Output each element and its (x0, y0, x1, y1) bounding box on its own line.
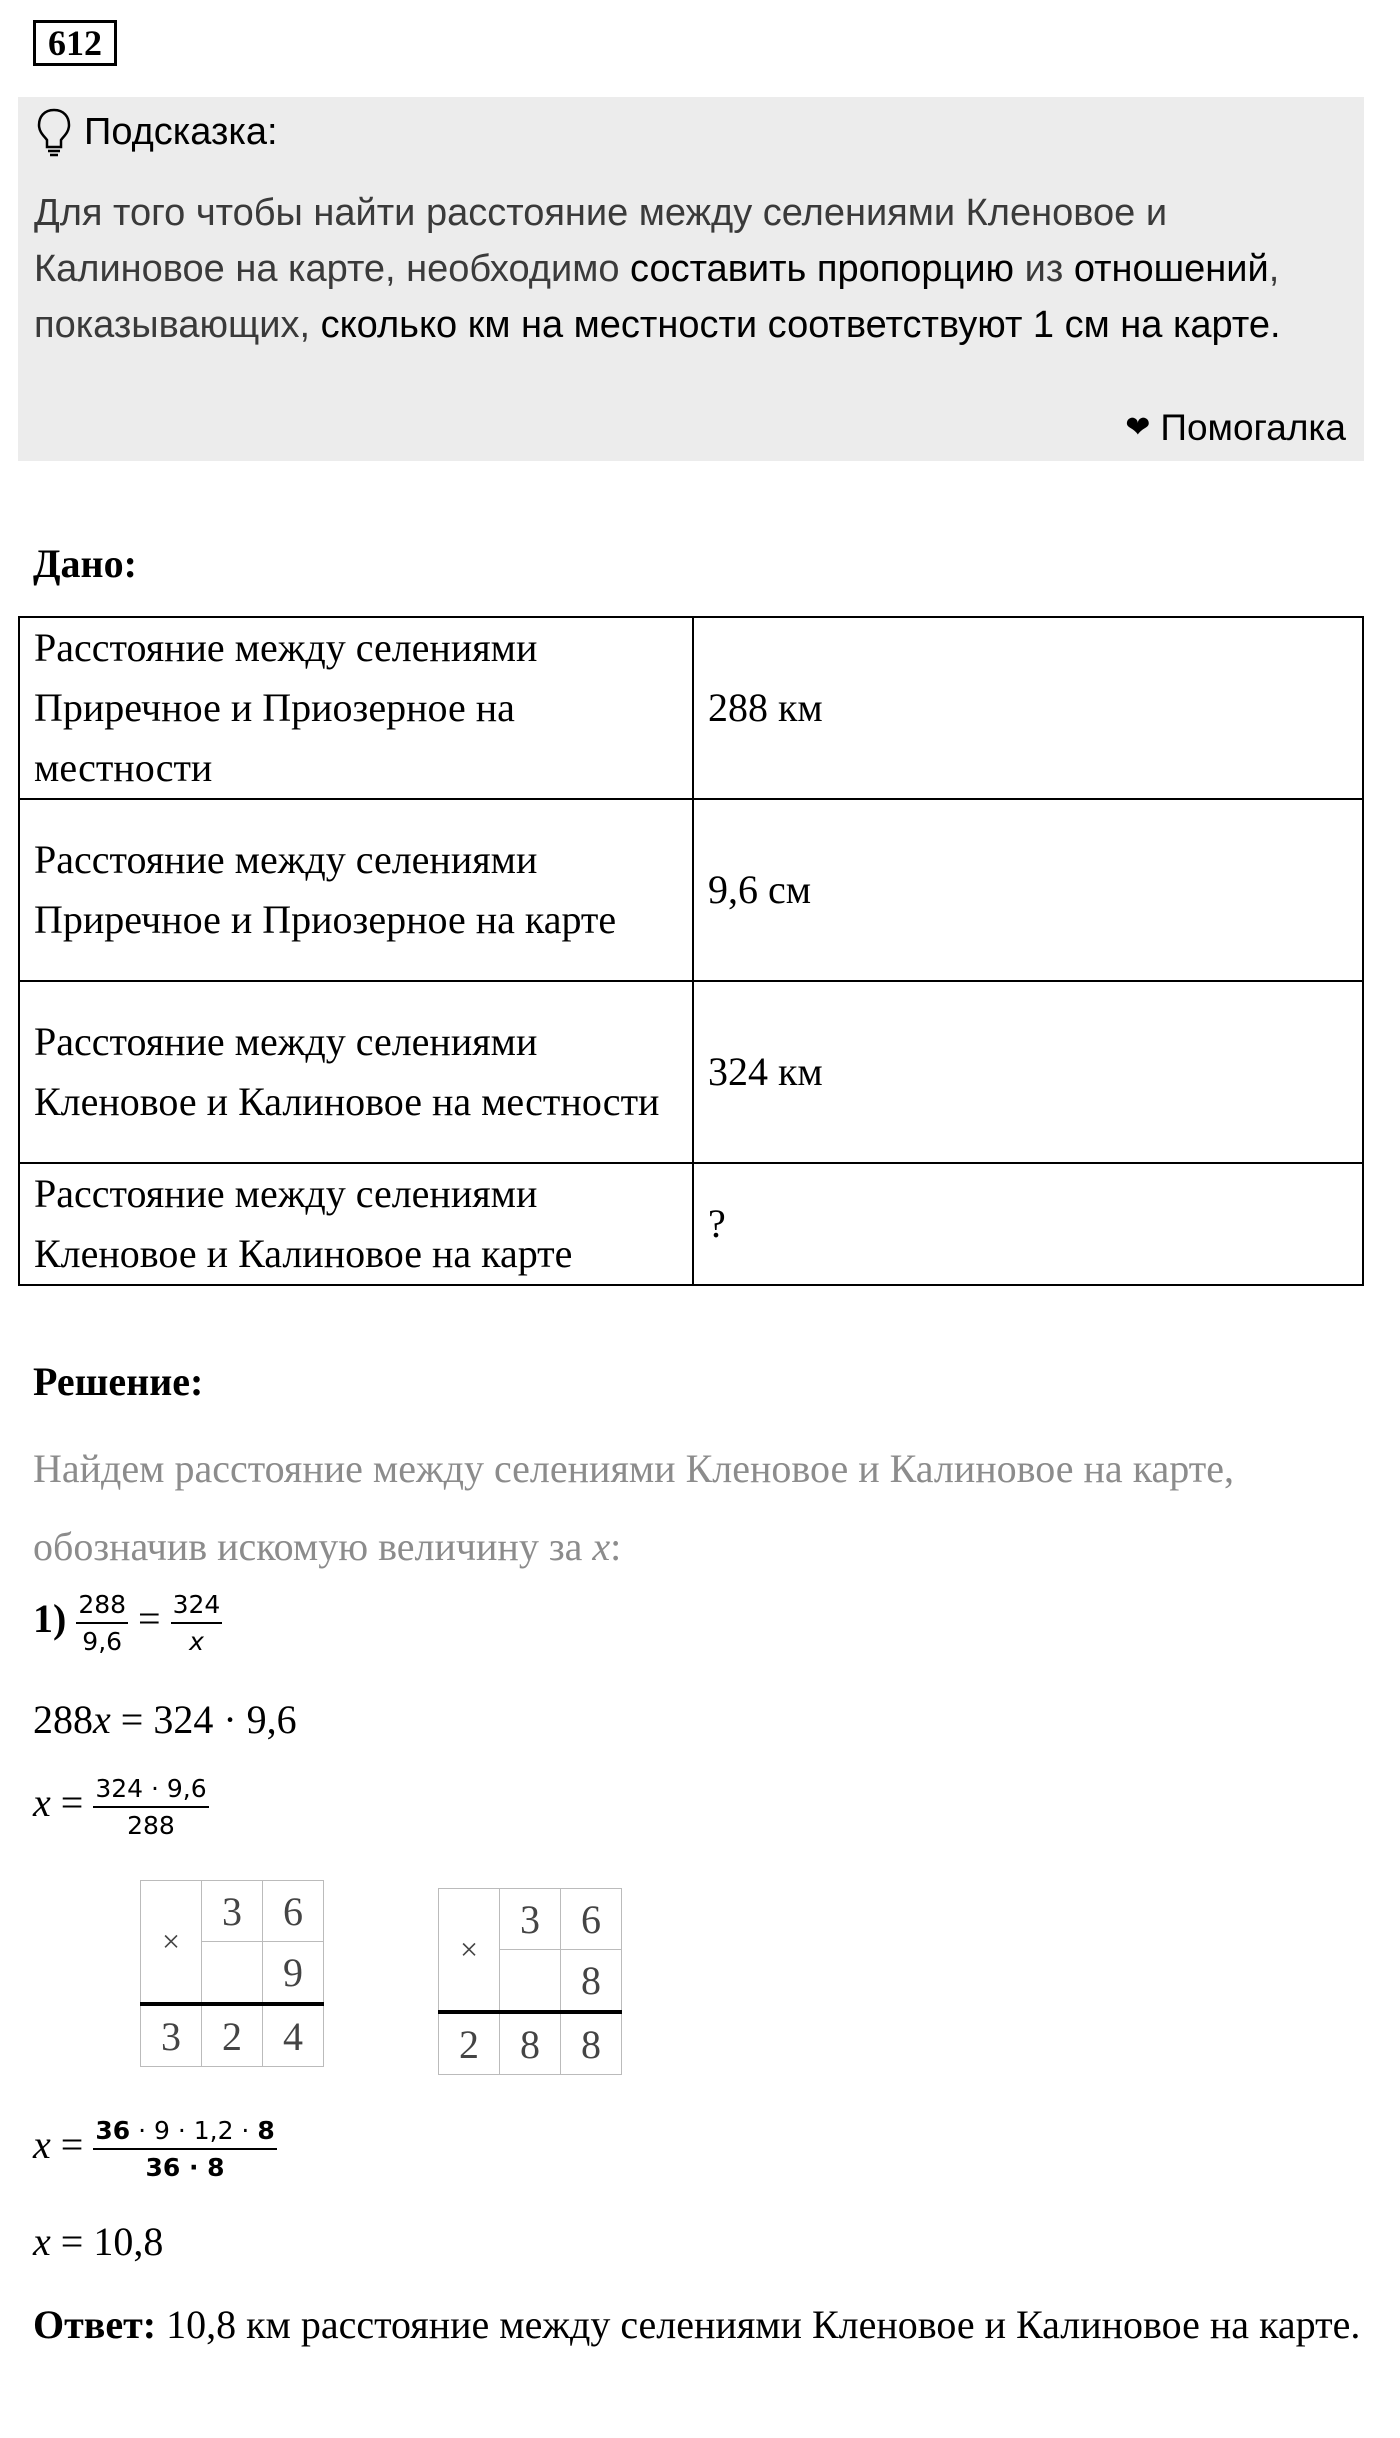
given-label: Расстояние между селениями Приречное и Приозерное на местности (19, 617, 693, 799)
digit: 6 (561, 1889, 622, 1950)
digit: 3 (202, 1881, 263, 1942)
given-label: Расстояние между селениями Приречное и Приозерное на карте (19, 799, 693, 981)
hint-title: Подсказка: (84, 110, 278, 153)
given-value: 288 км (693, 617, 1363, 799)
fraction: $\frac{324 \cdot 9,6}{288}$ (95, 1774, 207, 1840)
hint-box (18, 97, 1364, 461)
digit: 8 (500, 2012, 561, 2075)
given-heading: Дано: (33, 541, 137, 586)
digit: 2 (202, 2004, 263, 2067)
fraction: $\frac{288}{9,6}$ (78, 1590, 127, 1656)
equation-1: 1) $\frac{288}{9,6}$ = $\frac{324}{x}$ (33, 1590, 221, 1656)
heart-icon: ❤ (1125, 411, 1151, 444)
table-row (19, 981, 1363, 1163)
given-table (18, 616, 1364, 1286)
fraction: $\frac{36 \cdot 9 \cdot 1,2 \cdot 8}{36 \cdot 8}$ (95, 2116, 275, 2182)
solution-heading: Решение: (33, 1359, 204, 1404)
table-row (19, 799, 1363, 981)
equation-2: 288x = 324 · 9,6 (33, 1697, 297, 1742)
hint-text: Для того чтобы найти расстояние между селениями Кленовое и Калиновое на карте, необходимо составить пропорцию из отношений, показывающих, сколько км на местности соответствуют 1 см на карте. (34, 192, 1281, 346)
given-value: ? (693, 1163, 1363, 1285)
equation-3: x = $\frac{324 \cdot 9,6}{288}$ (33, 1774, 207, 1840)
hint-header (36, 107, 278, 157)
equation-4: x = $\frac{36 \cdot 9 \cdot 1,2 \cdot 8}{36 \cdot 8}$ (33, 2116, 275, 2182)
multiplication-grid (140, 1880, 324, 2067)
fraction: $\frac{324}{x}$ (172, 1590, 221, 1656)
given-value: 9,6 см (693, 799, 1363, 981)
lightbulb-icon (36, 107, 72, 157)
digit: 6 (263, 1881, 324, 1942)
times-sign: × (439, 1889, 500, 2013)
given-label: Расстояние между селениями Кленовое и Калиновое на карте (19, 1163, 693, 1285)
digit: 9 (263, 1942, 324, 2005)
digit: 8 (561, 2012, 622, 2075)
digit: 4 (263, 2004, 324, 2067)
digit: 3 (500, 1889, 561, 1950)
digit (202, 1942, 263, 2005)
hint-footer-link[interactable] (1125, 403, 1346, 453)
given-label: Расстояние между селениями Кленовое и Калиновое на местности (19, 981, 693, 1163)
multiplication-grid (438, 1888, 622, 2075)
given-value: 324 км (693, 981, 1363, 1163)
digit: 3 (141, 2004, 202, 2067)
table-row (19, 1163, 1363, 1285)
equation-5: x = 10,8 (33, 2219, 164, 2264)
digit: 2 (439, 2012, 500, 2075)
digit: 8 (561, 1950, 622, 2013)
task-number: 612 (33, 20, 117, 66)
answer: Ответ: 10,8 км расстояние между селениями Кленовое и Калиновое на карте. (33, 2302, 1361, 2347)
solution-intro: Найдем расстояние между селениями Кленовое и Калиновое на карте, обозначив искомую величину за x: (33, 1446, 1234, 1569)
digit (500, 1950, 561, 2013)
table-row (19, 617, 1363, 799)
hint-footer-label: Помогалка (1160, 407, 1346, 448)
times-sign: × (141, 1881, 202, 2005)
